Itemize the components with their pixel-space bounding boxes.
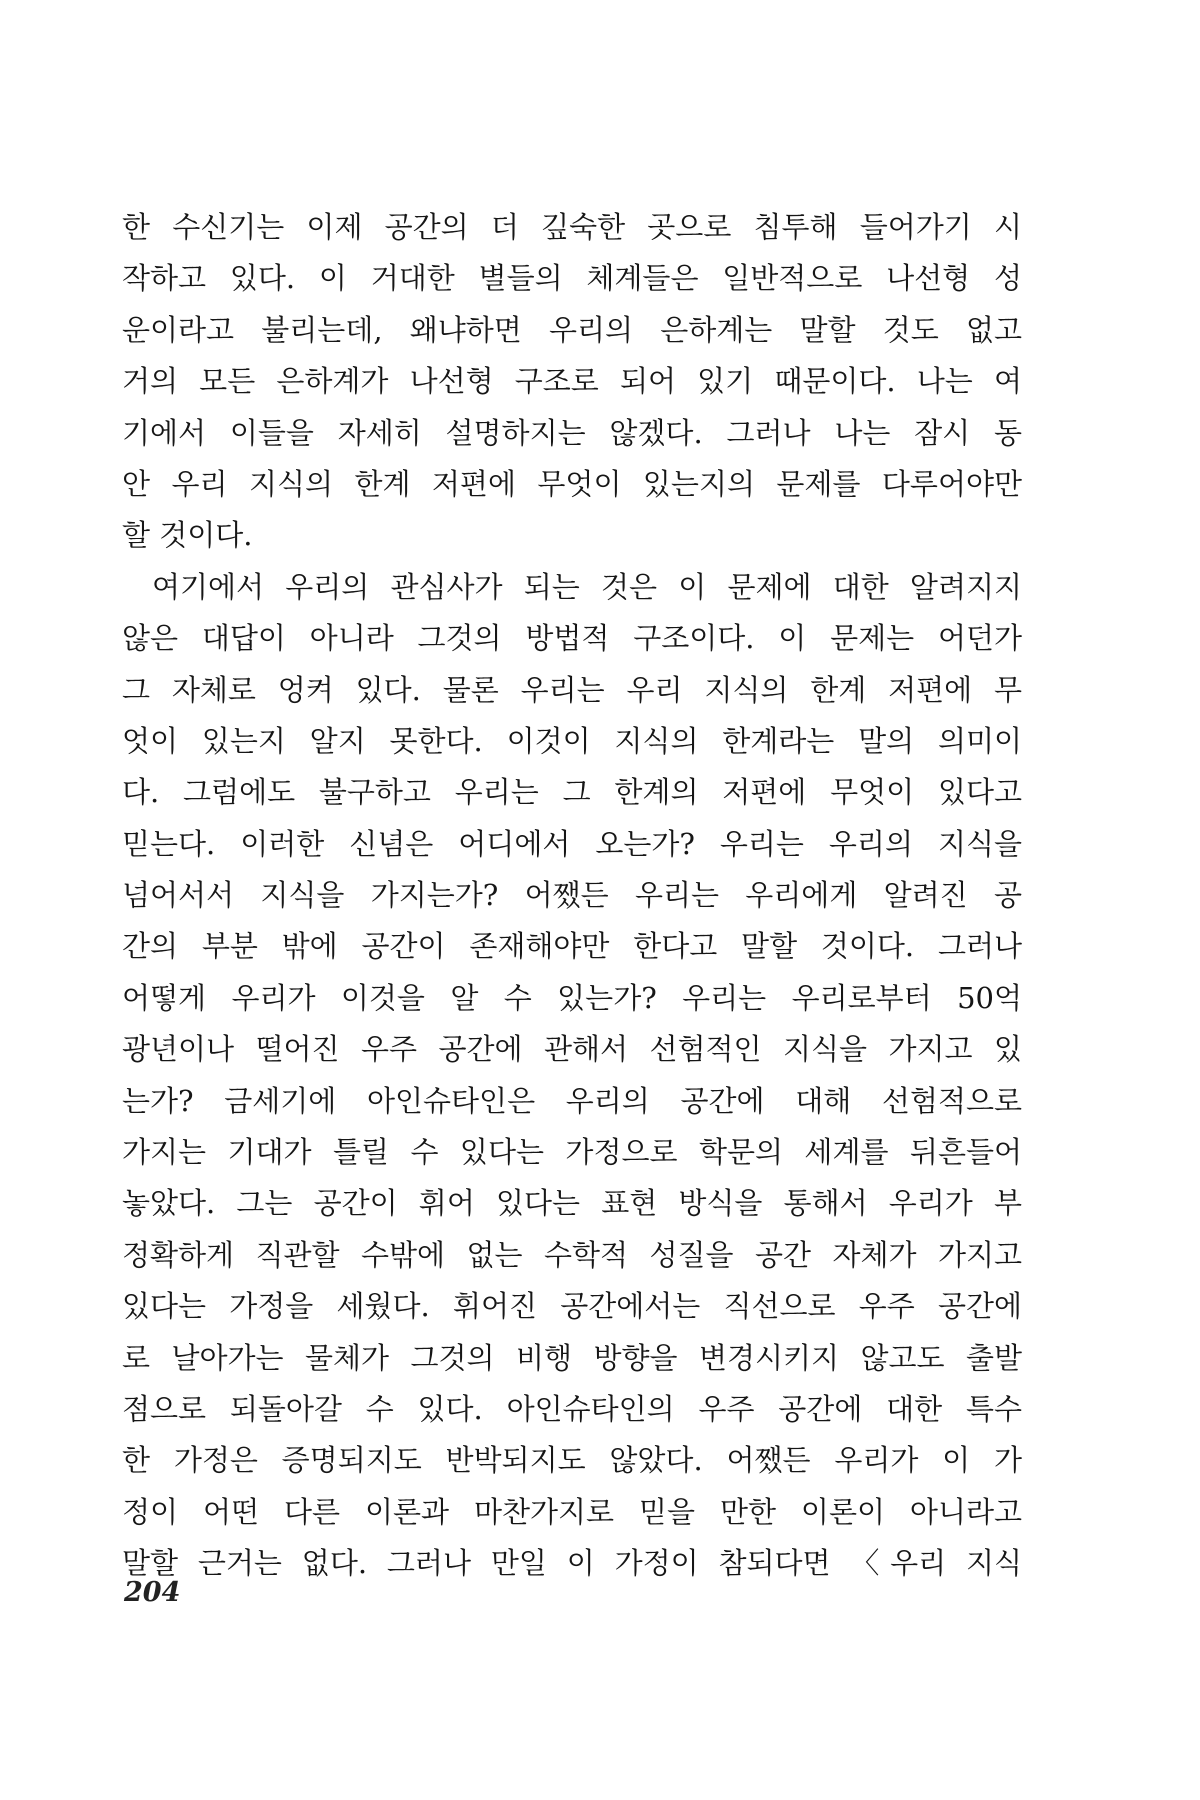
text-line: 광년이나 떨어진 우주 공간에 관해서 선험적인 지식을 가지고 있 <box>122 1032 1022 1067</box>
text-line: 놓았다. 그는 공간이 휘어 있다는 표현 방식을 통해서 우리가 부 <box>122 1186 1022 1221</box>
text-line: 간의 부분 밖에 공간이 존재해야만 한다고 말할 것이다. 그러나 <box>122 929 1022 964</box>
text-line: 믿는다. 이러한 신념은 어디에서 오는가? 우리는 우리의 지식을 <box>122 826 1022 861</box>
text-line: 그 자체로 엉켜 있다. 물론 우리는 우리 지식의 한계 저편에 무 <box>122 672 1022 707</box>
text-line: 작하고 있다. 이 거대한 별들의 체계들은 일반적으로 나선형 성 <box>122 261 1022 296</box>
text-line: 안 우리 지식의 한계 저편에 무엇이 있는지의 문제를 다루어야만 <box>122 466 1022 501</box>
text-line: 점으로 되돌아갈 수 있다. 아인슈타인의 우주 공간에 대한 특수 <box>122 1391 1022 1426</box>
text-line: 가지는 기대가 틀릴 수 있다는 가정으로 학문의 세계를 뒤흔들어 <box>122 1135 1022 1170</box>
text-line: 다. 그럼에도 불구하고 우리는 그 한계의 저편에 무엇이 있다고 <box>122 775 1022 810</box>
text-line: 정확하게 직관할 수밖에 없는 수학적 성질을 공간 자체가 가지고 <box>122 1237 1022 1272</box>
text-line: 말할 근거는 없다. 그러나 만일 이 가정이 참되다면 〈우리 지식 <box>122 1546 1022 1581</box>
text-line: 정이 어떤 다른 이론과 마찬가지로 믿을 만한 이론이 아니라고 <box>122 1494 1022 1529</box>
text-line: 어떻게 우리가 이것을 알 수 있는가? 우리는 우리로부터 50억 <box>122 980 1022 1015</box>
text-line: 로 날아가는 물체가 그것의 비행 방향을 변경시키지 않고도 출발 <box>122 1340 1022 1375</box>
text-line: 할 것이다. <box>122 518 253 553</box>
text-line: 는가? 금세기에 아인슈타인은 우리의 공간에 대해 선험적으로 <box>122 1083 1022 1118</box>
text-line: 엇이 있는지 알지 못한다. 이것이 지식의 한계라는 말의 의미이 <box>122 723 1022 758</box>
text-line: 한 수신기는 이제 공간의 더 깊숙한 곳으로 침투해 들어가기 시 <box>122 210 1022 244</box>
text-line: 있다는 가정을 세웠다. 휘어진 공간에서는 직선으로 우주 공간에 <box>122 1289 1022 1324</box>
text-line: 운이라고 불리는데, 왜냐하면 우리의 은하계는 말할 것도 없고 <box>122 312 1022 347</box>
body-text <box>122 202 1022 1590</box>
text-line: 여기에서 우리의 관심사가 되는 것은 이 문제에 대한 알려지지 <box>152 569 1022 604</box>
text-line: 넘어서서 지식을 가지는가? 어쨌든 우리는 우리에게 알려진 공 <box>122 878 1022 913</box>
text-line: 거의 모든 은하계가 나선형 구조로 되어 있기 때문이다. 나는 여 <box>122 364 1022 399</box>
text-line: 기에서 이들을 자세히 설명하지는 않겠다. 그러나 나는 잠시 동 <box>122 415 1022 450</box>
text-line: 않은 대답이 아니라 그것의 방법적 구조이다. 이 문제는 어던가 <box>122 621 1022 656</box>
page-number: 204 <box>124 1577 181 1608</box>
text-line: 한 가정은 증명되지도 반박되지도 않았다. 어쨌든 우리가 이 가 <box>122 1443 1022 1478</box>
